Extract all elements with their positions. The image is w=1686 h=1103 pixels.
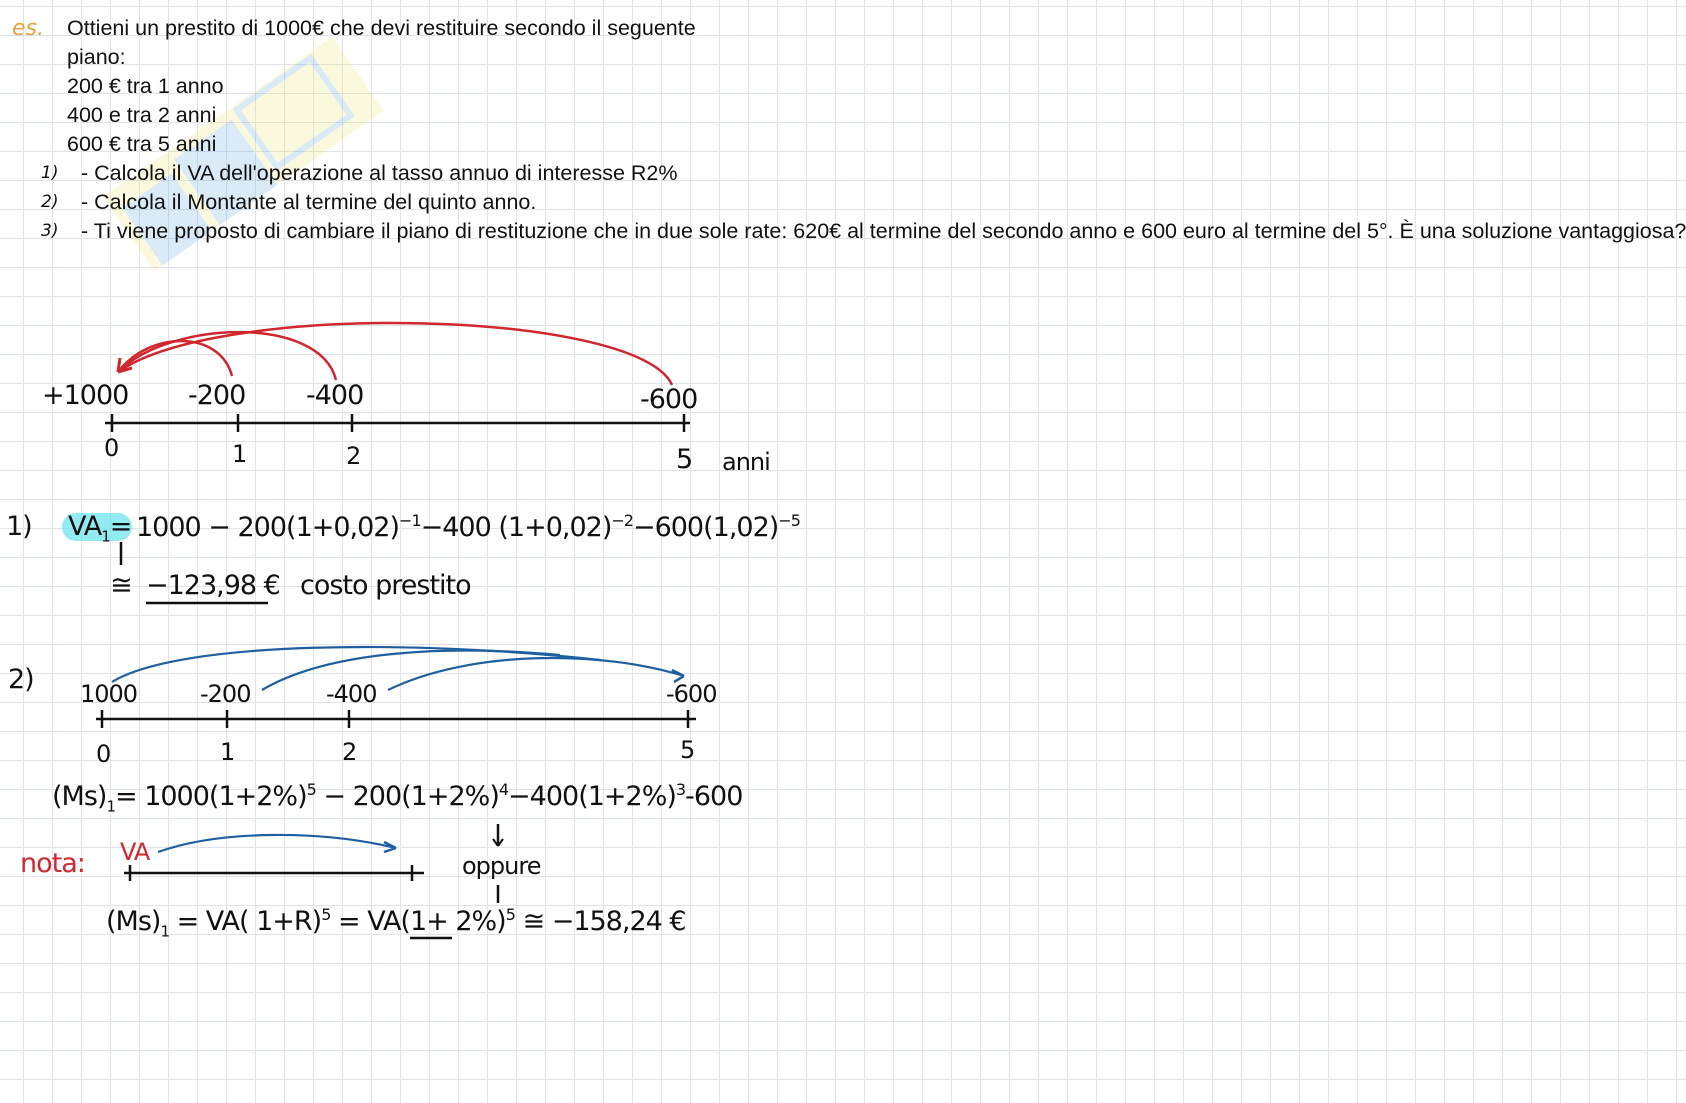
timeline-1-tick: 2 <box>346 442 361 470</box>
timeline-2-tick: 0 <box>96 740 111 768</box>
question-number: 2) <box>41 192 59 212</box>
statement-line: piano: <box>67 45 126 69</box>
approx-sign: ≅ <box>110 570 132 601</box>
montante-alt-formula: $(Ms)_1 = VA$( $1+R)^5 = VA(1+ 2\%)^5$ ≅ −158,24 € <box>106 905 686 941</box>
va-label: $VA_1=$ <box>68 511 132 546</box>
timeline-1-tick: 5 <box>676 444 693 475</box>
exercise-label: es. <box>12 16 44 41</box>
montante-formula: $(Ms)_1= 1000(1+2\%)^5 - 200(1+2\%)^4-400(1+2\%)^3-600$ <box>52 780 743 816</box>
question-text: - Calcola il VA dell'operazione al tasso annuo di interesse R2% <box>81 161 678 185</box>
timeline-1-tick: 1 <box>232 440 247 468</box>
timeline-unit: anni <box>722 448 770 476</box>
va-result-note: costo prestito <box>300 570 471 601</box>
timeline-2-amount: -200 <box>200 680 251 708</box>
statement-line: 400 e tra 2 anni <box>67 103 217 127</box>
question-number: 3) <box>41 221 59 241</box>
capitalization-arc <box>158 835 396 852</box>
timeline-1-amount: -200 <box>188 380 246 411</box>
va-result: −123,98 € <box>146 570 280 601</box>
nota-va: VA <box>120 838 150 866</box>
timeline-1-amount: -400 <box>306 380 364 411</box>
solution-1-number: 1) <box>6 511 32 542</box>
timeline-2-tick: 1 <box>220 738 235 766</box>
solution-2-number: 2) <box>8 664 34 695</box>
oppure-label: oppure <box>462 852 541 880</box>
timeline-2-amount: 1000 <box>80 680 138 708</box>
question-text: - Calcola il Montante al termine del quinto anno. <box>81 190 537 214</box>
timeline-2-tick: 5 <box>680 736 695 764</box>
question-number: 1) <box>41 163 59 183</box>
statement-line: 600 € tra 5 anni <box>67 132 217 156</box>
statement-line: Ottieni un prestito di 1000€ che devi restituire secondo il seguente <box>67 16 696 40</box>
timeline-1-amount: -600 <box>640 384 698 415</box>
va-formula: $1000 - 200(1+0,02)^{-1}-400$ $(1+0,02)^{-2}-600(1,02)^{-5}$ <box>136 511 800 543</box>
question-text: - Ti viene proposto di cambiare il piano di restituzione che in due sole rate: 620€ al termine del secondo anno e 600 euro al termine del 5°. È una soluzione vantaggiosa? <box>81 219 1686 243</box>
nota-label: nota: <box>20 848 85 879</box>
timeline-2-tick: 2 <box>342 738 357 766</box>
timeline-1-tick: 0 <box>104 434 119 462</box>
timeline-2-amount: -600 <box>666 680 717 708</box>
timeline-2-amount: -400 <box>326 680 377 708</box>
statement-line: 200 € tra 1 anno <box>67 74 224 98</box>
timeline-1-amount: +1000 <box>42 380 129 411</box>
